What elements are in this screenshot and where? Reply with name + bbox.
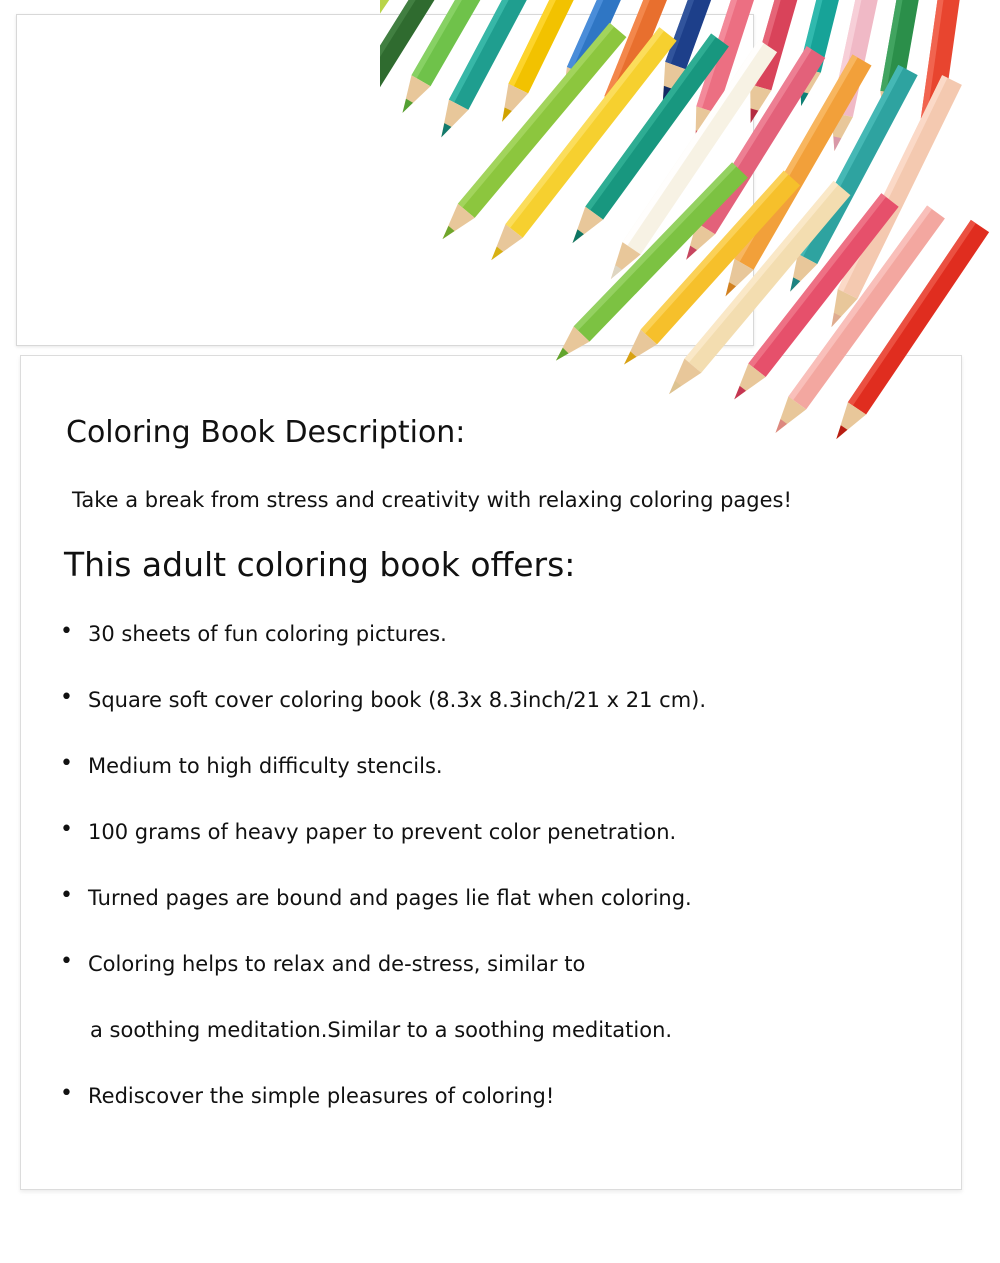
- list-item-text: Square soft cover coloring book (8.3x 8.3inch/21 x 21 cm).: [88, 688, 707, 712]
- list-item-continuation: a soothing meditation.Similar to a soothing meditation.: [90, 1018, 673, 1042]
- list-item: [52, 752, 912, 780]
- list-item: [52, 950, 912, 1044]
- list-item: [52, 1082, 912, 1110]
- usage-card: [16, 14, 754, 346]
- list-item-text: Coloring helps to relax and de-stress, similar to: [88, 952, 586, 976]
- list-item: [52, 686, 912, 714]
- page-title: Coloring Book Description:: [66, 415, 466, 450]
- offers-title: This adult coloring book offers:: [64, 545, 576, 584]
- list-item: [52, 884, 912, 912]
- list-item-text: Turned pages are bound and pages lie flat when coloring.: [88, 886, 692, 910]
- list-item-text: 100 grams of heavy paper to prevent color penetration.: [88, 820, 677, 844]
- offers-list: [52, 620, 912, 1148]
- list-item: [52, 620, 912, 648]
- list-item-text: 30 sheets of fun coloring pictures.: [88, 622, 447, 646]
- description-subtitle: Take a break from stress and creativity with relaxing coloring pages!: [72, 488, 792, 512]
- list-item: [52, 818, 912, 846]
- list-item-text: Medium to high difficulty stencils.: [88, 754, 443, 778]
- list-item-text: Rediscover the simple pleasures of coloring!: [88, 1084, 555, 1108]
